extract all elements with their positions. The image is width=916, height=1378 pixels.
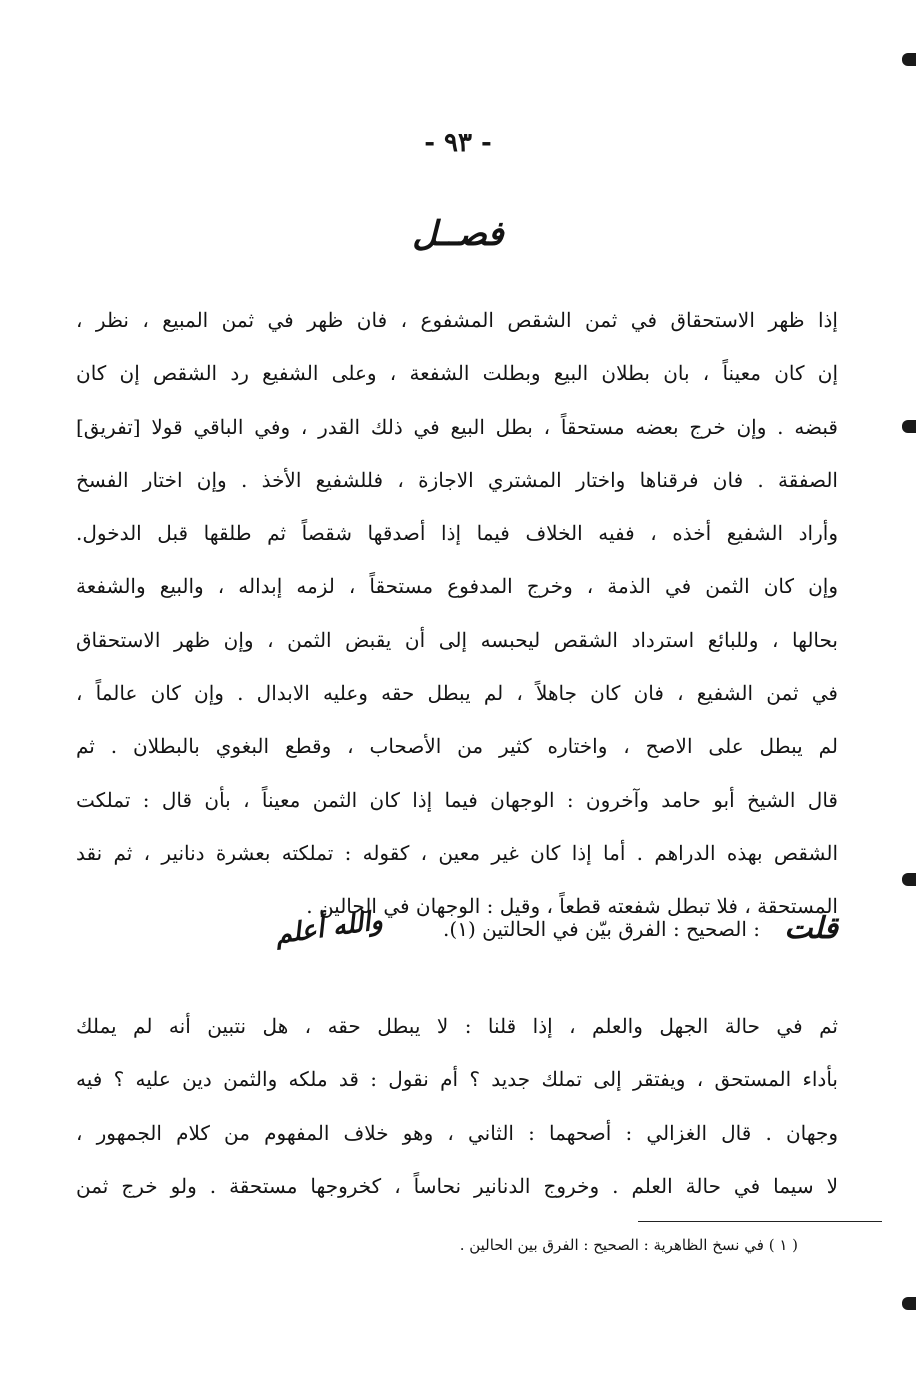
text-line: وإن كان الثمن في الذمة ، وخرج المدفوع مستحقاً ، لزمه إبداله ، والبيع والشفعة	[76, 574, 838, 599]
text-line: بحالها ، وللبائع استرداد الشقص ليحبسه إلى أن يقبض الثمن ، وإن ظهر الاستحقاق	[76, 627, 838, 652]
margin-mark	[902, 1297, 916, 1310]
section-title: فصــل	[412, 214, 504, 254]
text-line: قبضه . وإن خرج بعضه مستحقاً ، بطل البيع في ذلك القدر ، وفي الباقي قولا [تفريق]	[76, 414, 838, 439]
qult-note	[76, 905, 838, 965]
margin-mark	[902, 420, 916, 433]
footnote: ( ١ ) في نسخ الظاهرية : الصحيح : الفرق بين الحالين .	[459, 1236, 798, 1254]
closing-formula: والله أعلم	[273, 905, 385, 951]
text-line: الشقص بهذه الدراهم . أما إذا كان غير معين ، كقوله : تملكته بعشرة دنانير ، ثم نقد	[76, 840, 838, 865]
text-line: الصفقة . فان فرقناها واختار المشتري الاجازة ، فللشفيع الأخذ . وإن اختار الفسخ	[76, 467, 838, 492]
qult-label: قلت	[784, 911, 838, 946]
text-line: لم يبطل على الاصح ، واختاره كثير من الأصحاب ، وقطع البغوي بالبطلان . ثم	[76, 734, 838, 759]
text-line: وجهان . قال الغزالي : أصحهما : الثاني ، وهو خلاف المفهوم من كلام الجمهور ،	[76, 1120, 838, 1145]
page-number: - ٩٣ -	[424, 128, 492, 158]
text-line: إذا ظهر الاستحقاق في ثمن الشقص المشفوع ، فان ظهر في ثمن المبيع ، نظر ،	[76, 308, 838, 332]
text-line: وأراد الشفيع أخذه ، ففيه الخلاف فيما إذا أصدقها شقصاً ثم طلقها قبل الدخول.	[76, 521, 838, 546]
text-line: إن كان معيناً ، بان بطلان البيع وبطلت الشفعة ، وعلى الشفيع رد الشقص إن كان	[76, 361, 838, 386]
text-line: بأداء المستحق ، ويفتقر إلى تملك جديد ؟ أم نقول : قد ملكه والثمن دين عليه ؟ فيه	[76, 1067, 838, 1092]
margin-mark	[902, 53, 916, 66]
text-line: ثم في حالة الجهل والعلم ، إذا قلنا : لا يبطل حقه ، هل نتبين أنه لم يملك	[76, 1014, 838, 1038]
margin-mark	[902, 873, 916, 886]
qult-text: : الصحيح : الفرق بيّن في الحالتين (١).	[443, 917, 760, 941]
text-line: في ثمن الشفيع ، فان كان جاهلاً ، لم يبطل حقه وعليه الابدال . وإن كان عالماً ،	[76, 681, 838, 706]
footnote-divider	[638, 1221, 882, 1222]
text-line: لا سيما في حالة العلم . وخروج الدنانير نحاساً ، كخروجها مستحقة . ولو خرج ثمن	[76, 1173, 838, 1198]
paragraph-2	[76, 1000, 838, 1213]
paragraph-1	[76, 294, 838, 934]
text-line: المستحقة ، فلا تبطل شفعته قطعاً ، وقيل : الوجهان في الحالين .	[306, 894, 838, 919]
text-line: قال الشيخ أبو حامد وآخرون : الوجهان فيما إذا كان الثمن معيناً ، بأن قال : تملكت	[76, 787, 838, 812]
